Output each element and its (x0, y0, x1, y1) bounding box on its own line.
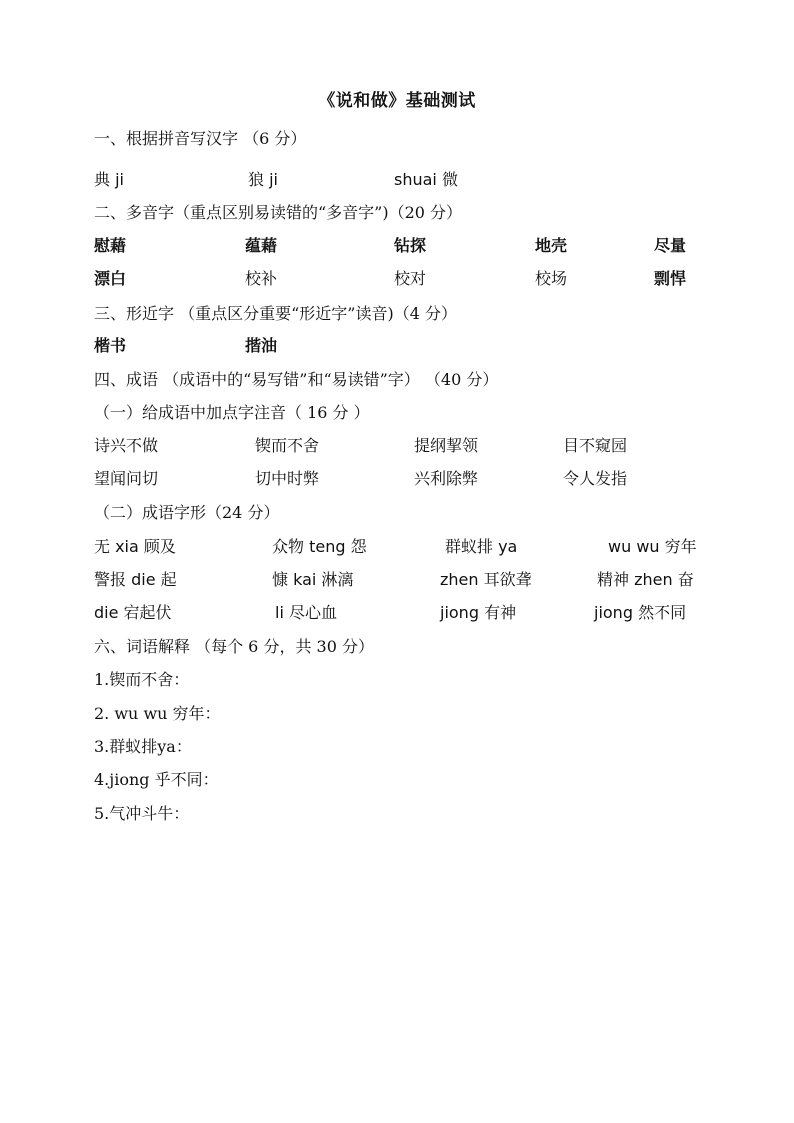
page-title: 《说和做》基础测试 (318, 91, 476, 111)
zixing-idiom: wu wu 穷年 (608, 537, 697, 556)
subsection-zhuyin-heading: （一）给成语中加点字注音（ 16 分 ） (94, 403, 370, 422)
zixing-idiom: jiong 然不同 (594, 603, 687, 622)
zixing-idiom: 精神 zhen 奋 (597, 570, 694, 589)
section-pinyin-heading: 一、根据拼音写汉字 （6 分） (94, 129, 307, 148)
zixing-idiom: li 尽心血 (275, 603, 337, 622)
jieshi-item: 1.锲而不舍： (94, 670, 190, 689)
zixing-idiom: 群蚁排 ya (445, 537, 518, 556)
xingjin-word: 楷书 (94, 336, 127, 355)
duoyin-word: 地壳 (535, 236, 568, 255)
pinyin-item: shuai 微 (394, 170, 458, 189)
zixing-idiom: die 宕起伏 (94, 603, 172, 622)
section-jieshi-heading: 六、词语解释 （每个 6 分，共 30 分） (94, 637, 374, 656)
duoyin-word: 尽量 (654, 236, 687, 255)
zhuyin-idiom: 兴利除弊 (414, 469, 479, 488)
zixing-idiom: 无 xia 顾及 (94, 537, 176, 556)
jieshi-item: 2. wu wu 穷年： (94, 704, 221, 723)
zhuyin-idiom: 切中时弊 (255, 469, 320, 488)
duoyin-word: 钻探 (394, 236, 427, 255)
jieshi-item: 3.群蚁排ya： (94, 737, 192, 756)
duoyin-word: 剽悍 (654, 269, 687, 288)
zhuyin-idiom: 目不窥园 (563, 436, 628, 455)
jieshi-item: 5.气冲斗牛： (94, 804, 190, 823)
section-xingjin-heading: 三、形近字 （重点区分重要“形近字”读音)（4 分） (94, 304, 457, 323)
duoyin-word: 慰藉 (94, 236, 127, 255)
section-chengyu-heading: 四、成语 （成语中的“易写错”和“易读错”字） （40 分） (94, 370, 499, 389)
zhuyin-idiom: 诗兴不做 (94, 436, 159, 455)
pinyin-item: 典 ji (94, 170, 124, 189)
pinyin-item: 狼 ji (248, 170, 278, 189)
zhuyin-idiom: 望闻问切 (94, 469, 159, 488)
zixing-idiom: 警报 die 起 (94, 570, 177, 589)
duoyin-word: 校补 (245, 269, 278, 288)
zhuyin-idiom: 提纲挈领 (414, 436, 479, 455)
subsection-zixing-heading: （二）成语字形（24 分） (94, 503, 280, 522)
duoyin-word: 漂白 (94, 269, 127, 288)
zixing-idiom: jiong 有神 (440, 603, 517, 622)
duoyin-word: 蕴藉 (245, 236, 278, 255)
xingjin-word: 揩油 (245, 336, 278, 355)
section-duoyin-heading: 二、多音字（重点区别易读错的“多音字”)（20 分） (94, 203, 463, 222)
zixing-idiom: 众物 teng 怨 (272, 537, 367, 556)
zixing-idiom: zhen 耳欲聋 (440, 570, 532, 589)
jieshi-item: 4.jiong 乎不同： (94, 770, 219, 789)
duoyin-word: 校对 (394, 269, 427, 288)
duoyin-word: 校场 (535, 269, 568, 288)
zhuyin-idiom: 锲而不舍 (255, 436, 320, 455)
zhuyin-idiom: 令人发指 (563, 469, 628, 488)
zixing-idiom: 慷 kai 淋漓 (272, 570, 354, 589)
